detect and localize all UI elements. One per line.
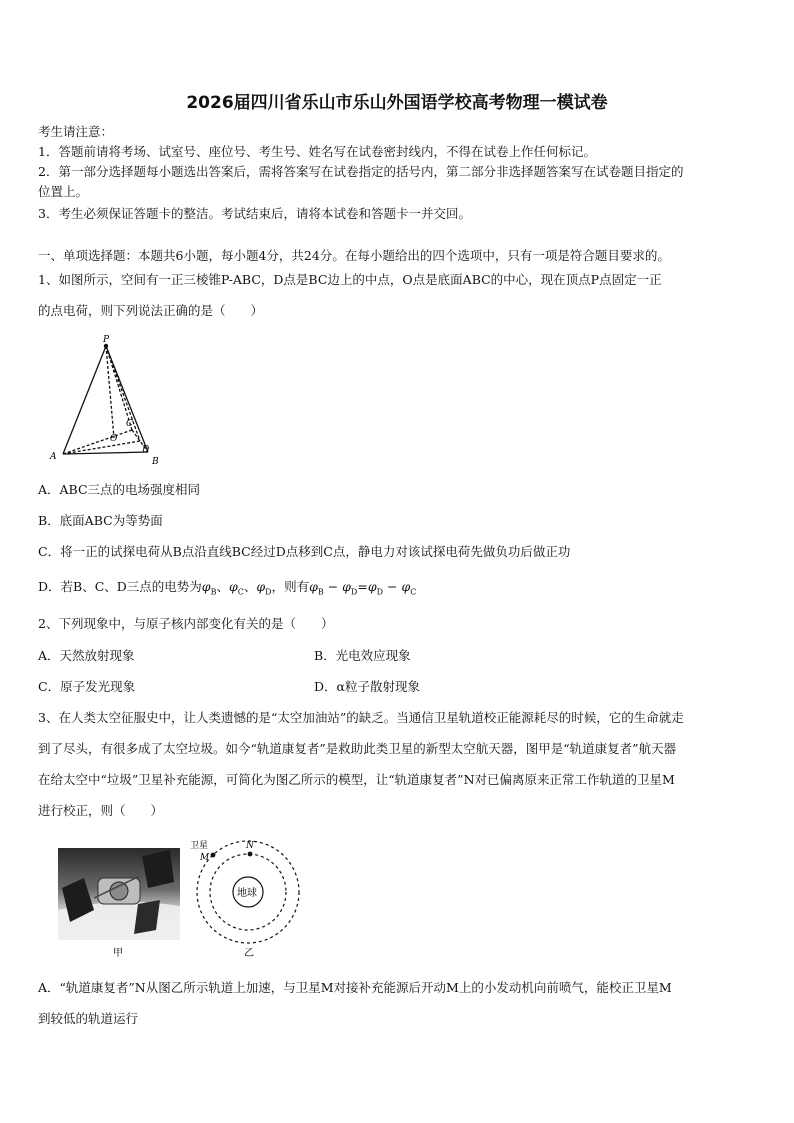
q3-option-a-line2: 到较低的轨道运行: [38, 1011, 139, 1026]
q2-option-c: C．原子发光现象: [38, 679, 136, 694]
q2-stem: 2、下列现象中，与原子核内部变化有关的是（ ）: [38, 616, 334, 631]
q3-option-a-line1: A．“轨道康复者”N从图乙所示轨道上加速，与卫星M对接补充能源后开动M上的小发动机向前喷气，能校正卫星M: [38, 980, 672, 995]
label-earth: 地球: [237, 888, 257, 899]
q1-stem-line1: 1、如图所示，空间有一正三棱锥P-ABC，D点是BC边上的中点，O点是底面ABC的中心，现在顶点P点固定一正: [38, 272, 662, 287]
section-heading: 一、单项选择题：本题共6小题，每小题4分，共24分。在每小题给出的四个选项中，只有一项是符合题目要求的。: [38, 248, 670, 263]
label-o: O: [110, 434, 118, 444]
spacecraft-module: [110, 882, 128, 900]
q2-option-d: D．α粒子散射现象: [314, 679, 420, 694]
q3-orbit-diagram-yi: [188, 836, 308, 960]
label-b: B: [152, 457, 159, 466]
q1-pyramid-figure: [48, 334, 168, 466]
notice-heading: 考生请注意：: [38, 124, 114, 139]
label-jia: 甲: [113, 948, 123, 959]
label-m: M: [200, 853, 210, 863]
satellite-m-dot: [211, 853, 216, 858]
solar-panel-bottom: [134, 900, 160, 934]
satellite-n-dot: [248, 852, 253, 857]
label-n: N: [246, 841, 254, 851]
notice-item-1: 1．答题前请将考场、试室号、座位号、考生号、姓名写在试卷密封线内，不得在试卷上作任何标记。: [38, 144, 596, 159]
label-a: A: [50, 452, 57, 462]
q1-stem-line2: 的点电荷，则下列说法正确的是（ ）: [38, 303, 264, 318]
notice-item-3: 3．考生必须保证答题卡的整洁。考试结束后，请将本试卷和答题卡一并交回。: [38, 206, 471, 221]
q1-option-d-mid: ，则有: [271, 579, 310, 594]
q3-stem-line1: 3、在人类太空征服史中，让人类遗憾的是“太空加油站”的缺乏。当通信卫星轨道校正能源耗尽的时候，它的生命就走: [38, 710, 684, 725]
q3-stem-line4: 进行校正，则（ ）: [38, 803, 164, 818]
q1-option-b: B．底面ABC为等势面: [38, 513, 163, 528]
q3-photo-jia: [58, 848, 180, 960]
notice-item-2: 2．第一部分选择题每小题选出答案后，需将答案写在试卷指定的括号内，第二部分非选择题答案写在试卷题目指定的: [38, 164, 684, 179]
q2-option-a: A．天然放射现象: [38, 648, 135, 663]
label-c: C: [126, 419, 133, 429]
page-title: 2026届四川省乐山市乐山外国语学校高考物理一模试卷: [186, 93, 608, 113]
label-d: D: [142, 445, 150, 455]
label-p: P: [103, 335, 110, 345]
label-yi: 乙: [244, 948, 254, 959]
q3-stem-line3: 在给太空中“垃圾”卫星补充能源，可简化为图乙所示的模型，让“轨道康复者”N对已偏离原来正常工作轨道的卫星M: [38, 772, 675, 787]
q1-option-c: C．将一正的试探电荷从B点沿直线BC经过D点移到C点，静电力对该试探电荷先做负功后做正功: [38, 544, 571, 559]
q2-option-b: B．光电效应现象: [314, 648, 411, 663]
label-satellite: 卫星: [190, 841, 209, 851]
notice-item-2-cont: 位置上。: [38, 184, 89, 199]
q3-stem-line2: 到了尽头，有很多成了太空垃圾。如今“轨道康复者”是救助此类卫星的新型太空航天器，图甲是“轨道康复者”航天器: [38, 741, 677, 756]
q1-option-a: A．ABC三点的电场强度相同: [38, 482, 201, 497]
q1-option-d-prefix: D．若B、C、D三点的电势为: [38, 579, 202, 594]
q1-option-d: D．若B、C、D三点的电势为$\varphi_B$、$\varphi_C$、$\varphi_D$，则有$\varphi_B - \varphi_D=\varphi_D - \varphi_C$: [38, 579, 417, 597]
